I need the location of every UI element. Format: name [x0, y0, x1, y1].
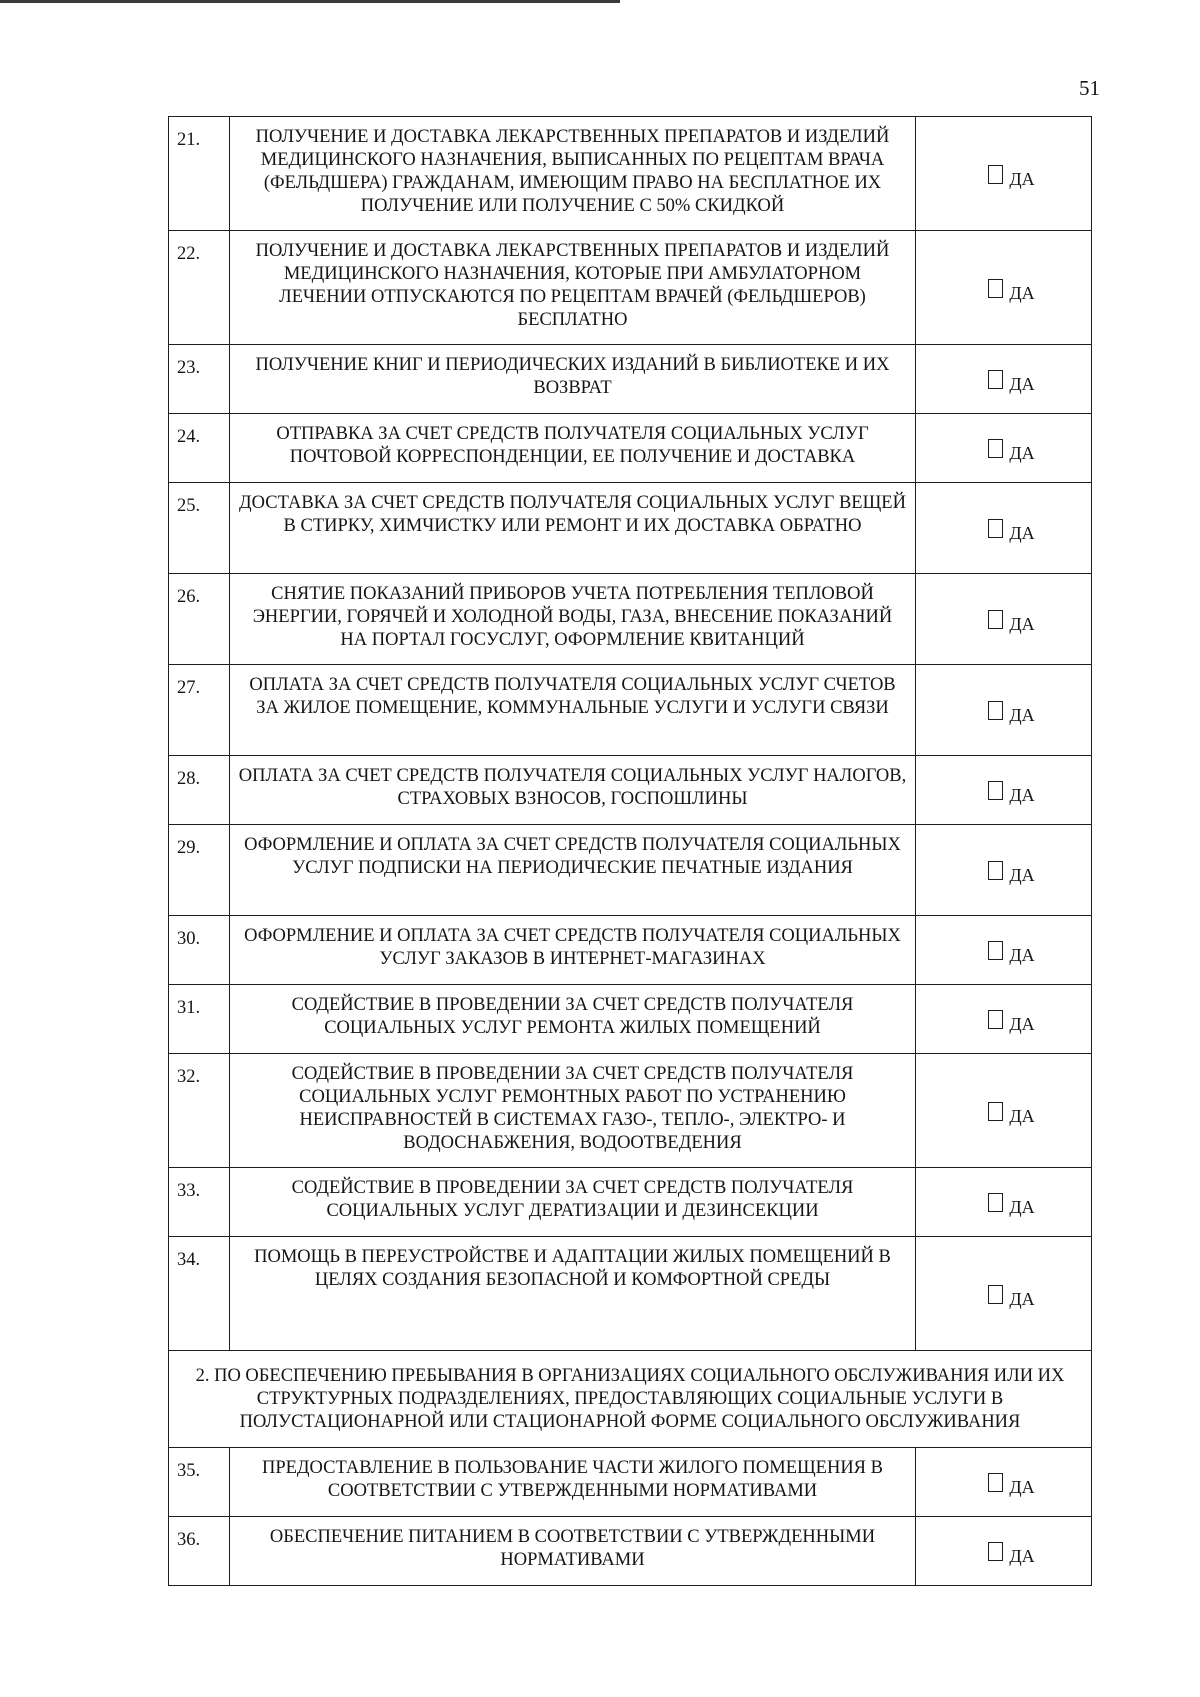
yes-checkbox[interactable]: [988, 279, 1003, 298]
yes-checkbox-cell: [916, 1517, 1092, 1586]
yes-checkbox[interactable]: [988, 781, 1003, 800]
yes-label: ДА: [1009, 282, 1035, 303]
yes-checkbox[interactable]: [988, 1010, 1003, 1029]
services-table: [168, 116, 1092, 1586]
service-description: ОФОРМЛЕНИЕ И ОПЛАТА ЗА СЧЕТ СРЕДСТВ ПОЛУЧАТЕЛЯ СОЦИАЛЬНЫХ УСЛУГ ЗАКАЗОВ В ИНТЕРНЕТ-МАГАЗИНАХ: [230, 916, 916, 985]
yes-option[interactable]: [988, 1102, 1035, 1126]
yes-checkbox[interactable]: [988, 519, 1003, 538]
service-row: [169, 825, 1092, 916]
service-description: ОПЛАТА ЗА СЧЕТ СРЕДСТВ ПОЛУЧАТЕЛЯ СОЦИАЛЬНЫХ УСЛУГ СЧЕТОВ ЗА ЖИЛОЕ ПОМЕЩЕНИЕ, КОММУНАЛЬНЫЕ УСЛУГИ И УСЛУГИ СВЯЗИ: [230, 665, 916, 756]
yes-checkbox[interactable]: [988, 1285, 1003, 1304]
yes-option[interactable]: [988, 370, 1035, 394]
row-number: 34.: [169, 1237, 230, 1351]
yes-checkbox[interactable]: [988, 370, 1003, 389]
yes-checkbox-cell: [916, 756, 1092, 825]
yes-label: ДА: [1009, 443, 1035, 463]
yes-checkbox[interactable]: [988, 439, 1003, 458]
yes-option[interactable]: [988, 1542, 1035, 1566]
yes-checkbox-cell: [916, 1168, 1092, 1237]
yes-checkbox-cell: [916, 916, 1092, 985]
row-number: 24.: [169, 414, 230, 483]
yes-checkbox-cell: [916, 574, 1092, 665]
yes-label: ДА: [1009, 785, 1035, 805]
yes-label: ДА: [1009, 1197, 1035, 1217]
service-description: ДОСТАВКА ЗА СЧЕТ СРЕДСТВ ПОЛУЧАТЕЛЯ СОЦИАЛЬНЫХ УСЛУГ ВЕЩЕЙ В СТИРКУ, ХИМЧИСТКУ ИЛИ РЕМОНТ И ИХ ДОСТАВКА ОБРАТНО: [230, 483, 916, 574]
yes-label: ДА: [1009, 865, 1035, 885]
yes-checkbox-cell: [916, 1237, 1092, 1351]
yes-checkbox[interactable]: [988, 861, 1003, 880]
yes-option[interactable]: [988, 439, 1035, 463]
row-number: 26.: [169, 574, 230, 665]
yes-label: ДА: [1009, 1477, 1035, 1497]
service-row: [169, 985, 1092, 1054]
yes-checkbox[interactable]: [988, 941, 1003, 960]
yes-option[interactable]: [988, 861, 1035, 885]
yes-checkbox[interactable]: [988, 1193, 1003, 1212]
yes-checkbox-cell: [916, 231, 1092, 345]
yes-option[interactable]: [988, 610, 1035, 634]
service-description: СОДЕЙСТВИЕ В ПРОВЕДЕНИИ ЗА СЧЕТ СРЕДСТВ ПОЛУЧАТЕЛЯ СОЦИАЛЬНЫХ УСЛУГ РЕМОНТНЫХ РАБОТ ПО УСТРАНЕНИЮ НЕИСПРАВНОСТЕЙ В СИСТЕМАХ ГАЗО-, ТЕПЛО-, ЭЛЕКТРО- И ВОДОСНАБЖЕНИЯ, ВОДООТВЕДЕНИЯ: [230, 1054, 916, 1168]
yes-option[interactable]: [988, 1285, 1035, 1309]
yes-label: ДА: [1009, 1288, 1035, 1309]
row-number: 30.: [169, 916, 230, 985]
service-row: [169, 1237, 1092, 1351]
yes-option[interactable]: [988, 701, 1035, 725]
service-row: [169, 916, 1092, 985]
yes-label: ДА: [1009, 168, 1035, 189]
yes-label: ДА: [1009, 614, 1035, 634]
row-number: 31.: [169, 985, 230, 1054]
service-description: ОФОРМЛЕНИЕ И ОПЛАТА ЗА СЧЕТ СРЕДСТВ ПОЛУЧАТЕЛЯ СОЦИАЛЬНЫХ УСЛУГ ПОДПИСКИ НА ПЕРИОДИЧЕСКИЕ ПЕЧАТНЫЕ ИЗДАНИЯ: [230, 825, 916, 916]
service-description: ОТПРАВКА ЗА СЧЕТ СРЕДСТВ ПОЛУЧАТЕЛЯ СОЦИАЛЬНЫХ УСЛУГ ПОЧТОВОЙ КОРРЕСПОНДЕНЦИИ, ЕЕ ПОЛУЧЕНИЕ И ДОСТАВКА: [230, 414, 916, 483]
yes-checkbox-cell: [916, 345, 1092, 414]
scan-edge-line: [0, 0, 620, 3]
yes-option[interactable]: [988, 1193, 1035, 1217]
yes-option[interactable]: [988, 165, 1035, 189]
service-description: СОДЕЙСТВИЕ В ПРОВЕДЕНИИ ЗА СЧЕТ СРЕДСТВ ПОЛУЧАТЕЛЯ СОЦИАЛЬНЫХ УСЛУГ РЕМОНТА ЖИЛЫХ ПОМЕЩЕНИЙ: [230, 985, 916, 1054]
service-row: [169, 117, 1092, 231]
row-number: 36.: [169, 1517, 230, 1586]
yes-option[interactable]: [988, 279, 1035, 303]
service-description: ПРЕДОСТАВЛЕНИЕ В ПОЛЬЗОВАНИЕ ЧАСТИ ЖИЛОГО ПОМЕЩЕНИЯ В СООТВЕТСТВИИ С УТВЕРЖДЕННЫМИ НОРМАТИВАМИ: [230, 1448, 916, 1517]
yes-checkbox[interactable]: [988, 610, 1003, 629]
row-number: 21.: [169, 117, 230, 231]
service-description: ОБЕСПЕЧЕНИЕ ПИТАНИЕМ В СООТВЕТСТВИИ С УТВЕРЖДЕННЫМИ НОРМАТИВАМИ: [230, 1517, 916, 1586]
yes-checkbox[interactable]: [988, 1102, 1003, 1121]
yes-label: ДА: [1009, 523, 1035, 543]
service-row: [169, 665, 1092, 756]
yes-label: ДА: [1009, 705, 1035, 725]
section-heading-row: [169, 1351, 1092, 1448]
row-number: 28.: [169, 756, 230, 825]
service-row: [169, 1054, 1092, 1168]
service-row: [169, 231, 1092, 345]
yes-checkbox-cell: [916, 483, 1092, 574]
row-number: 33.: [169, 1168, 230, 1237]
service-description: ОПЛАТА ЗА СЧЕТ СРЕДСТВ ПОЛУЧАТЕЛЯ СОЦИАЛЬНЫХ УСЛУГ НАЛОГОВ, СТРАХОВЫХ ВЗНОСОВ, ГОСПОШЛИНЫ: [230, 756, 916, 825]
row-number: 22.: [169, 231, 230, 345]
yes-label: ДА: [1009, 1014, 1035, 1034]
yes-label: ДА: [1009, 1105, 1035, 1126]
yes-checkbox-cell: [916, 825, 1092, 916]
yes-checkbox-cell: [916, 665, 1092, 756]
yes-checkbox-cell: [916, 985, 1092, 1054]
service-row: [169, 1168, 1092, 1237]
service-description: ПОЛУЧЕНИЕ И ДОСТАВКА ЛЕКАРСТВЕННЫХ ПРЕПАРАТОВ И ИЗДЕЛИЙ МЕДИЦИНСКОГО НАЗНАЧЕНИЯ, КОТОРЫЕ ПРИ АМБУЛАТОРНОМ ЛЕЧЕНИИ ОТПУСКАЮТСЯ ПО РЕЦЕПТАМ ВРАЧЕЙ (ФЕЛЬДШЕРОВ) БЕСПЛАТНО: [230, 231, 916, 345]
yes-checkbox-cell: [916, 117, 1092, 231]
service-description: ПОЛУЧЕНИЕ И ДОСТАВКА ЛЕКАРСТВЕННЫХ ПРЕПАРАТОВ И ИЗДЕЛИЙ МЕДИЦИНСКОГО НАЗНАЧЕНИЯ, ВЫПИСАННЫХ ПО РЕЦЕПТАМ ВРАЧА (ФЕЛЬДШЕРА) ГРАЖДАНАМ, ИМЕЮЩИМ ПРАВО НА БЕСПЛАТНОЕ ИХ ПОЛУЧЕНИЕ ИЛИ ПОЛУЧЕНИЕ С 50% СКИДКОЙ: [230, 117, 916, 231]
yes-checkbox-cell: [916, 1054, 1092, 1168]
yes-checkbox[interactable]: [988, 1473, 1003, 1492]
row-number: 27.: [169, 665, 230, 756]
service-row: [169, 1517, 1092, 1586]
yes-checkbox[interactable]: [988, 1542, 1003, 1561]
yes-checkbox[interactable]: [988, 165, 1003, 184]
yes-checkbox-cell: [916, 1448, 1092, 1517]
yes-label: ДА: [1009, 374, 1035, 394]
section-heading: 2. ПО ОБЕСПЕЧЕНИЮ ПРЕБЫВАНИЯ В ОРГАНИЗАЦИЯХ СОЦИАЛЬНОГО ОБСЛУЖИВАНИЯ ИЛИ ИХ СТРУКТУРНЫХ ПОДРАЗДЕЛЕНИЯХ, ПРЕДОСТАВЛЯЮЩИХ СОЦИАЛЬНЫЕ УСЛУГИ В ПОЛУСТАЦИОНАРНОЙ ИЛИ СТАЦИОНАРНОЙ ФОРМЕ СОЦИАЛЬНОГО ОБСЛУЖИВАНИЯ: [169, 1351, 1092, 1448]
row-number: 32.: [169, 1054, 230, 1168]
row-number: 29.: [169, 825, 230, 916]
yes-option[interactable]: [988, 519, 1035, 543]
yes-option[interactable]: [988, 941, 1035, 965]
service-row: [169, 574, 1092, 665]
yes-option[interactable]: [988, 781, 1035, 805]
service-description: ПОЛУЧЕНИЕ КНИГ И ПЕРИОДИЧЕСКИХ ИЗДАНИЙ В БИБЛИОТЕКЕ И ИХ ВОЗВРАТ: [230, 345, 916, 414]
row-number: 25.: [169, 483, 230, 574]
service-row: [169, 756, 1092, 825]
service-row: [169, 1448, 1092, 1517]
yes-checkbox[interactable]: [988, 701, 1003, 720]
page-number: 51: [1079, 76, 1100, 100]
service-row: [169, 483, 1092, 574]
yes-label: ДА: [1009, 1546, 1035, 1566]
yes-label: ДА: [1009, 945, 1035, 965]
service-description: СОДЕЙСТВИЕ В ПРОВЕДЕНИИ ЗА СЧЕТ СРЕДСТВ ПОЛУЧАТЕЛЯ СОЦИАЛЬНЫХ УСЛУГ ДЕРАТИЗАЦИИ И ДЕЗИНСЕКЦИИ: [230, 1168, 916, 1237]
service-description: ПОМОЩЬ В ПЕРЕУСТРОЙСТВЕ И АДАПТАЦИИ ЖИЛЫХ ПОМЕЩЕНИЙ В ЦЕЛЯХ СОЗДАНИЯ БЕЗОПАСНОЙ И КОМФОРТНОЙ СРЕДЫ: [230, 1237, 916, 1351]
service-row: [169, 345, 1092, 414]
yes-option[interactable]: [988, 1473, 1035, 1497]
service-row: [169, 414, 1092, 483]
service-description: СНЯТИЕ ПОКАЗАНИЙ ПРИБОРОВ УЧЕТА ПОТРЕБЛЕНИЯ ТЕПЛОВОЙ ЭНЕРГИИ, ГОРЯЧЕЙ И ХОЛОДНОЙ ВОДЫ, ГАЗА, ВНЕСЕНИЕ ПОКАЗАНИЙ НА ПОРТАЛ ГОСУСЛУГ, ОФОРМЛЕНИЕ КВИТАНЦИЙ: [230, 574, 916, 665]
row-number: 35.: [169, 1448, 230, 1517]
yes-checkbox-cell: [916, 414, 1092, 483]
row-number: 23.: [169, 345, 230, 414]
yes-option[interactable]: [988, 1010, 1035, 1034]
